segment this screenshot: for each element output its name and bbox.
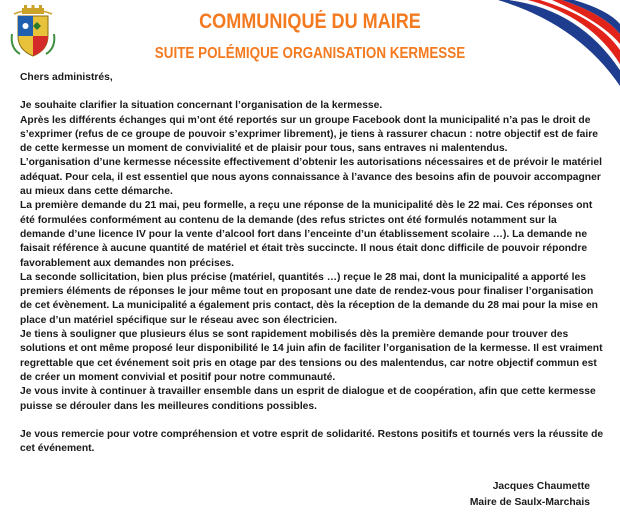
page-title: COMMUNIQUÉ DU MAIRE (199, 10, 421, 33)
letter-body (20, 71, 604, 456)
paragraph: La seconde sollicitation, bien plus précise (matériel, quantités …) reçue le 28 mai, dont la municipalité a apporté les premiers éléments de réponses le jour même tout en proposant une date de rendez-vous pour finaliser l’organisation de cet évènement. La municipalité a également pris contact, dès la réception de la demande du 28 mai pour la mise en place d’un matériel spécifique sur le réseau avec son électricien. (20, 271, 598, 326)
signature-block (470, 479, 590, 510)
paragraph: Je souhaite clarifier la situation concernant l’organisation de la kermesse. (20, 100, 383, 112)
paragraph: Je vous invite à continuer à travailler ensemble dans un esprit de dialogue et de coopération, afin que cette kermesse puisse se dérouler dans les meilleures conditions possibles. (20, 386, 596, 412)
signatory-role: Maire de Saulx-Marchais (469, 496, 590, 508)
paragraph: Après les différents échanges qui m’ont été reportés sur un groupe Facebook dont la municipalité n’a pas le droit de s’exprimer (refus de ce groupe de pouvoir s’exprimer librement), je tiens à rassurer chacun : notre objectif est de faire de cette kermesse un moment de convivialité et de plaisir pour tous, sans entraves ni malentendus. (20, 114, 598, 155)
paragraph: L’organisation d’une kermesse nécessite effectivement d’obtenir les autorisations nécessaires et de prévoir le matériel adéquat. Pour cela, il est essentiel que nous ayons connaissance à l’avance des besoins afin de pouvoir accompagner au mieux dans cette démarche. (20, 157, 603, 198)
town-crest-logo (8, 4, 58, 60)
greeting: Chers administrés, (20, 72, 113, 83)
paragraph: La première demande du 21 mai, peu formelle, a reçu une réponse de la municipalité dès le 22 mai. Ces réponses ont été formulées conformément au contenu de la demande (des refus strictes ont été formulés notamment sur la demande d’une licence IV pour la vente d’alcool fort dans l’enceinte d’un établissement scolaire …). La demande ne faisait référence à aucune quantité de matériel et était très succincte. Il nous était donc difficile de pouvoir répondre favorablement aux demandes non précises. (20, 200, 593, 269)
page-subtitle: SUITE POLÉMIQUE ORGANISATION KERMESSE (154, 45, 466, 62)
closing-paragraph: Je vous remercie pour votre compréhension et votre esprit de solidarité. Restons positifs et tournés vers la réussite de cet événement. (20, 428, 604, 455)
paragraph: Je tiens à souligner que plusieurs élus se sont rapidement mobilisés dès la première demande pour trouver des solutions et ont même proposé leur disponibilité le 14 juin afin de faciliter l’organisation de la kermesse. Il est vraiment regrettable que cet événement soit pris en otage par des tensions ou des malentendus, car notre objectif commun est de créer un moment convivial et positif pour notre communauté. (20, 329, 603, 383)
signatory-name: Jacques Chaumette (492, 481, 590, 492)
